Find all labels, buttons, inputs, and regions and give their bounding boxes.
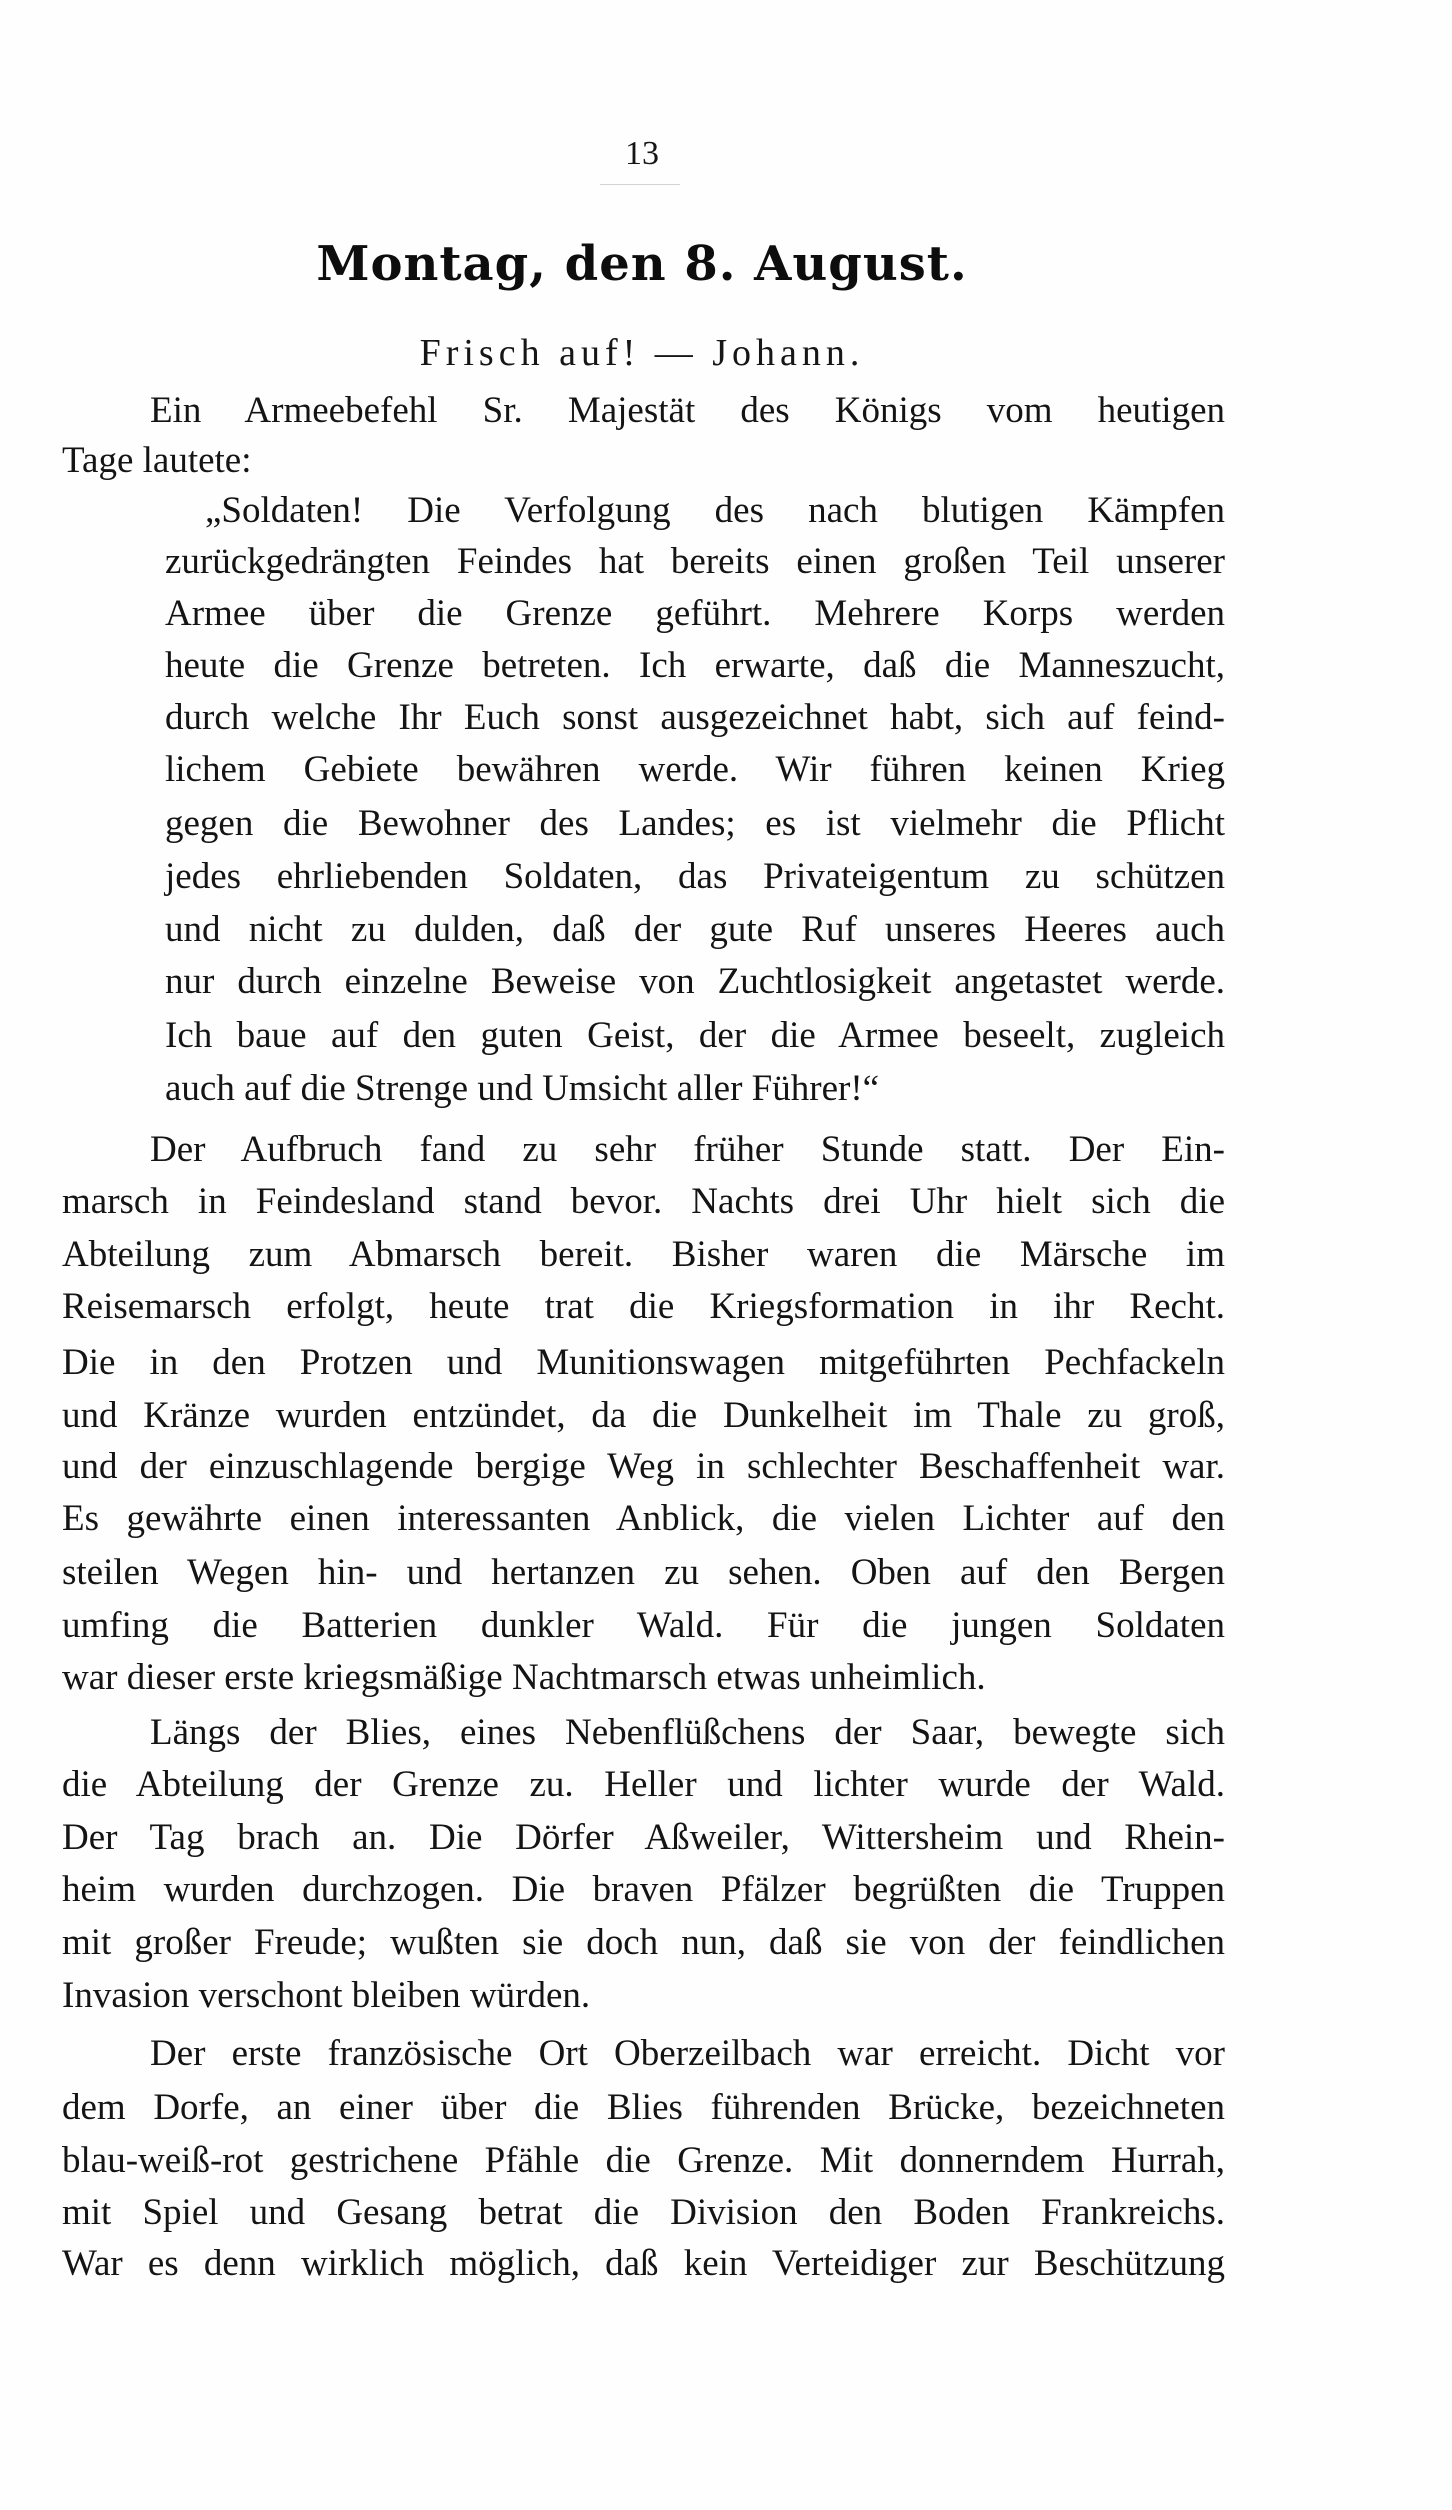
text-line: Invasion verschont bleiben würden. (62, 1975, 591, 2016)
text-line: Abteilung zum Abmarsch bereit. Bisher waren die Märsche im (62, 1234, 1225, 1275)
text-line: dem Dorfe, an einer über die Blies führenden Brücke, bezeichneten (62, 2087, 1225, 2128)
text-line: und der einzuschlagende bergige Weg in schlechter Beschaffenheit war. (62, 1446, 1225, 1487)
text-line: War es denn wirklich möglich, daß kein Verteidiger zur Beschützung (62, 2243, 1225, 2284)
text-line: heim wurden durchzogen. Die braven Pfälzer begrüßten die Truppen (62, 1869, 1225, 1910)
text-line: „Soldaten! Die Verfolgung des nach blutigen Kämpfen (205, 490, 1225, 531)
text-line: Der erste französische Ort Oberzeilbach war erreicht. Dicht vor (150, 2033, 1225, 2074)
text-line: gegen die Bewohner des Landes; es ist vielmehr die Pflicht (165, 803, 1225, 844)
text-line: lichem Gebiete bewähren werde. Wir führen keinen Krieg (165, 749, 1225, 790)
text-line: Die in den Protzen und Munitionswagen mitgeführten Pechfackeln (62, 1342, 1225, 1383)
text-line: Ich baue auf den guten Geist, der die Armee beseelt, zugleich (165, 1015, 1225, 1056)
text-line: Längs der Blies, eines Nebenflüßchens der Saar, bewegte sich (150, 1712, 1225, 1753)
text-line: Ein Armeebefehl Sr. Majestät des Königs vom heutigen (150, 390, 1225, 431)
text-line: und nicht zu dulden, daß der gute Ruf unseres Heeres auch (165, 909, 1225, 950)
text-line: blau-weiß-rot gestrichene Pfähle die Grenze. Mit donnerndem Hurrah, (62, 2140, 1225, 2181)
text-line: Armee über die Grenze geführt. Mehrere Korps werden (165, 593, 1225, 634)
text-line: Der Aufbruch fand zu sehr früher Stunde statt. Der Ein- (150, 1129, 1225, 1170)
text-line: steilen Wegen hin- und hertanzen zu sehen. Oben auf den Bergen (62, 1552, 1225, 1593)
text-line: jedes ehrliebenden Soldaten, das Privateigentum zu schützen (165, 856, 1225, 897)
text-line: heute die Grenze betreten. Ich erwarte, daß die Manneszucht, (165, 645, 1225, 686)
header-rule (600, 184, 680, 185)
text-line: Reisemarsch erfolgt, heute trat die Kriegsformation in ihr Recht. (62, 1286, 1225, 1327)
text-line: durch welche Ihr Euch sonst ausgezeichnet habt, sich auf feind- (165, 697, 1225, 738)
page-number: 13 (625, 135, 659, 172)
text-line: Der Tag brach an. Die Dörfer Aßweiler, Wittersheim und Rhein- (62, 1817, 1225, 1858)
chapter-title: Montag, den 8. August. (316, 236, 968, 292)
text-line: war dieser erste kriegsmäßige Nachtmarsch etwas unheimlich. (62, 1657, 986, 1698)
text-line: die Abteilung der Grenze zu. Heller und lichter wurde der Wald. (62, 1764, 1225, 1805)
text-line: mit großer Freude; wußten sie doch nun, daß sie von der feindlichen (62, 1922, 1225, 1963)
text-line: auch auf die Strenge und Umsicht aller Führer!“ (165, 1068, 880, 1109)
text-line: nur durch einzelne Beweise von Zuchtlosigkeit angetastet werde. (165, 961, 1225, 1002)
text-line: und Kränze wurden entzündet, da die Dunkelheit im Thale zu groß, (62, 1395, 1225, 1436)
text-line: umfing die Batterien dunkler Wald. Für die jungen Soldaten (62, 1605, 1225, 1646)
text-line: Tage lautete: (62, 440, 252, 481)
text-line: Es gewährte einen interessanten Anblick, die vielen Lichter auf den (62, 1498, 1225, 1539)
text-line: zurückgedrängten Feindes hat bereits einen großen Teil unserer (165, 541, 1225, 582)
chapter-motto: Frisch auf! — Johann. (419, 332, 865, 374)
text-line: mit Spiel und Gesang betrat die Division den Boden Frankreichs. (62, 2192, 1225, 2233)
text-line: marsch in Feindesland stand bevor. Nachts drei Uhr hielt sich die (62, 1181, 1225, 1222)
